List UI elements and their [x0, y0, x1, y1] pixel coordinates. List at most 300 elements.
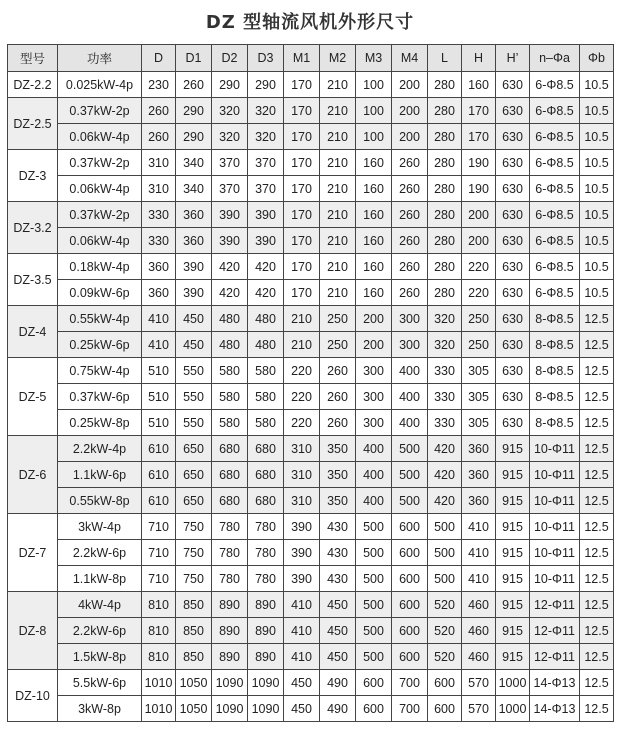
value-cell: 210 [320, 98, 356, 124]
value-cell: 160 [462, 72, 496, 98]
value-cell: 490 [320, 696, 356, 722]
value-cell: 520 [428, 644, 462, 670]
value-cell: 330 [142, 228, 176, 254]
value-cell: 500 [428, 514, 462, 540]
power-cell: 3kW-4p [58, 514, 142, 540]
value-cell: 600 [392, 540, 428, 566]
value-cell: 1090 [248, 670, 284, 696]
value-cell: 290 [176, 98, 212, 124]
value-cell: 330 [142, 202, 176, 228]
value-cell: 12.5 [580, 540, 614, 566]
value-cell: 260 [392, 150, 428, 176]
value-cell: 210 [320, 280, 356, 306]
power-cell: 5.5kW-6p [58, 670, 142, 696]
power-cell: 0.37kW-6p [58, 384, 142, 410]
table-row [8, 540, 614, 566]
value-cell: 680 [248, 462, 284, 488]
table-row [8, 176, 614, 202]
table-row [8, 358, 614, 384]
value-cell: 850 [176, 644, 212, 670]
value-cell: 340 [176, 150, 212, 176]
model-cell: DZ-2.2 [8, 72, 58, 98]
value-cell: 890 [248, 644, 284, 670]
value-cell: 390 [284, 540, 320, 566]
value-cell: 10.5 [580, 176, 614, 202]
value-cell: 630 [496, 358, 530, 384]
power-cell: 0.25kW-8p [58, 410, 142, 436]
model-cell: DZ-5 [8, 358, 58, 436]
value-cell: 170 [284, 98, 320, 124]
value-cell: 810 [142, 592, 176, 618]
value-cell: 450 [176, 332, 212, 358]
value-cell: 630 [496, 150, 530, 176]
value-cell: 520 [428, 618, 462, 644]
power-cell: 0.37kW-2p [58, 202, 142, 228]
table-row [8, 462, 614, 488]
value-cell: 12-Φ11 [530, 644, 580, 670]
header-cell: Φb [580, 45, 614, 72]
value-cell: 200 [356, 306, 392, 332]
value-cell: 600 [356, 696, 392, 722]
value-cell: 500 [392, 488, 428, 514]
value-cell: 915 [496, 488, 530, 514]
value-cell: 430 [320, 540, 356, 566]
header-cell: n–Φa [530, 45, 580, 72]
value-cell: 210 [320, 150, 356, 176]
value-cell: 210 [284, 306, 320, 332]
value-cell: 420 [428, 462, 462, 488]
value-cell: 370 [248, 150, 284, 176]
value-cell: 360 [176, 202, 212, 228]
value-cell: 330 [428, 384, 462, 410]
value-cell: 1000 [496, 670, 530, 696]
value-cell: 10-Φ11 [530, 488, 580, 514]
value-cell: 310 [142, 150, 176, 176]
value-cell: 460 [462, 644, 496, 670]
power-cell: 0.09kW-6p [58, 280, 142, 306]
value-cell: 410 [284, 592, 320, 618]
value-cell: 330 [428, 358, 462, 384]
table-row [8, 384, 614, 410]
power-cell: 0.37kW-2p [58, 150, 142, 176]
value-cell: 8-Φ8.5 [530, 332, 580, 358]
model-cell: DZ-6 [8, 436, 58, 514]
value-cell: 710 [142, 514, 176, 540]
value-cell: 480 [212, 332, 248, 358]
table-row [8, 202, 614, 228]
value-cell: 420 [212, 254, 248, 280]
value-cell: 300 [356, 358, 392, 384]
value-cell: 300 [356, 410, 392, 436]
value-cell: 410 [462, 540, 496, 566]
table-row [8, 618, 614, 644]
value-cell: 12.5 [580, 306, 614, 332]
power-cell: 0.55kW-4p [58, 306, 142, 332]
value-cell: 400 [392, 384, 428, 410]
value-cell: 390 [212, 202, 248, 228]
value-cell: 400 [356, 462, 392, 488]
header-cell: H’ [496, 45, 530, 72]
page-title: DZ 型轴流风机外形尺寸 [205, 12, 415, 33]
header-cell: H [462, 45, 496, 72]
value-cell: 390 [176, 254, 212, 280]
value-cell: 400 [392, 358, 428, 384]
value-cell: 630 [496, 410, 530, 436]
value-cell: 340 [176, 176, 212, 202]
power-cell: 0.25kW-6p [58, 332, 142, 358]
table-row [8, 228, 614, 254]
value-cell: 1000 [496, 696, 530, 722]
value-cell: 330 [428, 410, 462, 436]
value-cell: 250 [462, 332, 496, 358]
dimension-table [7, 44, 614, 722]
value-cell: 390 [212, 228, 248, 254]
value-cell: 280 [428, 228, 462, 254]
value-cell: 305 [462, 358, 496, 384]
value-cell: 630 [496, 384, 530, 410]
value-cell: 200 [462, 202, 496, 228]
value-cell: 580 [212, 358, 248, 384]
value-cell: 12.5 [580, 488, 614, 514]
value-cell: 650 [176, 436, 212, 462]
value-cell: 460 [462, 592, 496, 618]
value-cell: 600 [356, 670, 392, 696]
value-cell: 12.5 [580, 410, 614, 436]
value-cell: 580 [248, 384, 284, 410]
value-cell: 260 [392, 176, 428, 202]
value-cell: 14-Φ13 [530, 696, 580, 722]
value-cell: 400 [356, 436, 392, 462]
value-cell: 310 [284, 488, 320, 514]
value-cell: 10.5 [580, 98, 614, 124]
table-row [8, 488, 614, 514]
header-cell: M2 [320, 45, 356, 72]
value-cell: 160 [356, 228, 392, 254]
value-cell: 12.5 [580, 514, 614, 540]
value-cell: 430 [320, 514, 356, 540]
value-cell: 12.5 [580, 644, 614, 670]
value-cell: 280 [428, 72, 462, 98]
header-cell: 型号 [8, 45, 58, 72]
table-row [8, 280, 614, 306]
value-cell: 1050 [176, 696, 212, 722]
value-cell: 915 [496, 618, 530, 644]
value-cell: 450 [176, 306, 212, 332]
value-cell: 390 [248, 228, 284, 254]
value-cell: 630 [496, 280, 530, 306]
value-cell: 780 [212, 566, 248, 592]
value-cell: 410 [284, 644, 320, 670]
value-cell: 250 [462, 306, 496, 332]
model-cell: DZ-3.5 [8, 254, 58, 306]
value-cell: 280 [428, 124, 462, 150]
value-cell: 850 [176, 592, 212, 618]
value-cell: 170 [284, 72, 320, 98]
value-cell: 390 [248, 202, 284, 228]
value-cell: 550 [176, 358, 212, 384]
value-cell: 260 [392, 202, 428, 228]
value-cell: 750 [176, 514, 212, 540]
power-cell: 0.06kW-4p [58, 228, 142, 254]
value-cell: 6-Φ8.5 [530, 98, 580, 124]
value-cell: 450 [284, 696, 320, 722]
value-cell: 350 [320, 488, 356, 514]
value-cell: 170 [284, 150, 320, 176]
value-cell: 600 [428, 670, 462, 696]
value-cell: 12.5 [580, 462, 614, 488]
value-cell: 600 [392, 592, 428, 618]
value-cell: 630 [496, 202, 530, 228]
value-cell: 890 [248, 592, 284, 618]
value-cell: 410 [284, 618, 320, 644]
value-cell: 630 [496, 332, 530, 358]
value-cell: 170 [462, 124, 496, 150]
value-cell: 100 [356, 98, 392, 124]
value-cell: 260 [320, 358, 356, 384]
value-cell: 6-Φ8.5 [530, 228, 580, 254]
value-cell: 500 [392, 462, 428, 488]
value-cell: 630 [496, 228, 530, 254]
value-cell: 370 [212, 176, 248, 202]
value-cell: 490 [320, 670, 356, 696]
value-cell: 630 [496, 176, 530, 202]
value-cell: 170 [284, 124, 320, 150]
value-cell: 220 [284, 410, 320, 436]
value-cell: 12.5 [580, 566, 614, 592]
value-cell: 12.5 [580, 670, 614, 696]
value-cell: 410 [142, 332, 176, 358]
value-cell: 750 [176, 566, 212, 592]
value-cell: 610 [142, 436, 176, 462]
model-cell: DZ-3 [8, 150, 58, 202]
value-cell: 500 [392, 436, 428, 462]
value-cell: 170 [284, 254, 320, 280]
value-cell: 410 [142, 306, 176, 332]
value-cell: 1090 [212, 670, 248, 696]
value-cell: 750 [176, 540, 212, 566]
power-cell: 0.55kW-8p [58, 488, 142, 514]
value-cell: 210 [320, 72, 356, 98]
table-row [8, 72, 614, 98]
value-cell: 6-Φ8.5 [530, 124, 580, 150]
value-cell: 310 [142, 176, 176, 202]
value-cell: 420 [428, 436, 462, 462]
value-cell: 12.5 [580, 696, 614, 722]
value-cell: 8-Φ8.5 [530, 306, 580, 332]
value-cell: 500 [356, 592, 392, 618]
value-cell: 320 [248, 124, 284, 150]
header-cell: D1 [176, 45, 212, 72]
value-cell: 6-Φ8.5 [530, 254, 580, 280]
value-cell: 170 [462, 98, 496, 124]
value-cell: 220 [284, 358, 320, 384]
value-cell: 580 [212, 384, 248, 410]
value-cell: 170 [284, 280, 320, 306]
value-cell: 160 [356, 176, 392, 202]
value-cell: 450 [320, 644, 356, 670]
value-cell: 600 [392, 644, 428, 670]
value-cell: 500 [356, 540, 392, 566]
power-cell: 3kW-8p [58, 696, 142, 722]
value-cell: 630 [496, 72, 530, 98]
table-row [8, 670, 614, 696]
value-cell: 210 [320, 202, 356, 228]
value-cell: 810 [142, 618, 176, 644]
value-cell: 290 [176, 124, 212, 150]
model-cell: DZ-4 [8, 306, 58, 358]
value-cell: 260 [176, 72, 212, 98]
value-cell: 210 [320, 254, 356, 280]
value-cell: 250 [320, 332, 356, 358]
value-cell: 320 [428, 306, 462, 332]
value-cell: 700 [392, 696, 428, 722]
value-cell: 420 [212, 280, 248, 306]
value-cell: 915 [496, 644, 530, 670]
value-cell: 360 [142, 254, 176, 280]
table-row [8, 566, 614, 592]
value-cell: 6-Φ8.5 [530, 202, 580, 228]
value-cell: 260 [320, 410, 356, 436]
value-cell: 580 [212, 410, 248, 436]
value-cell: 260 [392, 228, 428, 254]
value-cell: 680 [248, 488, 284, 514]
value-cell: 520 [428, 592, 462, 618]
value-cell: 500 [356, 566, 392, 592]
header-cell: L [428, 45, 462, 72]
table-row [8, 696, 614, 722]
model-cell: DZ-2.5 [8, 98, 58, 150]
value-cell: 10-Φ11 [530, 436, 580, 462]
value-cell: 12.5 [580, 618, 614, 644]
value-cell: 550 [176, 410, 212, 436]
value-cell: 500 [428, 566, 462, 592]
value-cell: 400 [392, 410, 428, 436]
power-cell: 0.75kW-4p [58, 358, 142, 384]
value-cell: 10.5 [580, 124, 614, 150]
value-cell: 200 [462, 228, 496, 254]
value-cell: 500 [356, 644, 392, 670]
header-cell: M4 [392, 45, 428, 72]
value-cell: 1050 [176, 670, 212, 696]
header-cell: D [142, 45, 176, 72]
table-row [8, 410, 614, 436]
value-cell: 600 [392, 618, 428, 644]
value-cell: 680 [212, 462, 248, 488]
value-cell: 570 [462, 696, 496, 722]
value-cell: 680 [248, 436, 284, 462]
value-cell: 630 [496, 124, 530, 150]
power-cell: 2.2kW-6p [58, 540, 142, 566]
power-cell: 0.18kW-4p [58, 254, 142, 280]
value-cell: 310 [284, 462, 320, 488]
table-row [8, 306, 614, 332]
value-cell: 450 [284, 670, 320, 696]
header-row [8, 45, 614, 72]
value-cell: 600 [428, 696, 462, 722]
value-cell: 260 [142, 98, 176, 124]
value-cell: 210 [320, 176, 356, 202]
value-cell: 480 [212, 306, 248, 332]
value-cell: 610 [142, 488, 176, 514]
header-cell: D3 [248, 45, 284, 72]
value-cell: 650 [176, 462, 212, 488]
value-cell: 190 [462, 176, 496, 202]
value-cell: 8-Φ8.5 [530, 358, 580, 384]
value-cell: 12.5 [580, 332, 614, 358]
value-cell: 370 [212, 150, 248, 176]
value-cell: 1010 [142, 670, 176, 696]
value-cell: 6-Φ8.5 [530, 72, 580, 98]
value-cell: 360 [176, 228, 212, 254]
value-cell: 410 [462, 566, 496, 592]
value-cell: 12.5 [580, 436, 614, 462]
value-cell: 280 [428, 176, 462, 202]
value-cell: 200 [392, 72, 428, 98]
header-cell: D2 [212, 45, 248, 72]
value-cell: 510 [142, 358, 176, 384]
value-cell: 550 [176, 384, 212, 410]
power-cell: 1.1kW-8p [58, 566, 142, 592]
value-cell: 510 [142, 410, 176, 436]
value-cell: 610 [142, 462, 176, 488]
table-row [8, 254, 614, 280]
value-cell: 630 [496, 306, 530, 332]
header-cell: M1 [284, 45, 320, 72]
value-cell: 280 [428, 254, 462, 280]
model-cell: DZ-8 [8, 592, 58, 670]
table-row [8, 644, 614, 670]
value-cell: 12.5 [580, 358, 614, 384]
value-cell: 480 [248, 332, 284, 358]
value-cell: 300 [392, 332, 428, 358]
value-cell: 350 [320, 462, 356, 488]
value-cell: 300 [392, 306, 428, 332]
value-cell: 280 [428, 98, 462, 124]
value-cell: 260 [392, 254, 428, 280]
value-cell: 780 [212, 540, 248, 566]
value-cell: 220 [462, 254, 496, 280]
value-cell: 450 [320, 592, 356, 618]
value-cell: 12-Φ11 [530, 618, 580, 644]
value-cell: 1090 [248, 696, 284, 722]
value-cell: 6-Φ8.5 [530, 280, 580, 306]
value-cell: 480 [248, 306, 284, 332]
value-cell: 390 [284, 566, 320, 592]
value-cell: 10.5 [580, 150, 614, 176]
table-body [8, 72, 614, 722]
table-row [8, 592, 614, 618]
value-cell: 10.5 [580, 254, 614, 280]
model-cell: DZ-7 [8, 514, 58, 592]
value-cell: 100 [356, 72, 392, 98]
value-cell: 10-Φ11 [530, 566, 580, 592]
value-cell: 630 [496, 98, 530, 124]
value-cell: 290 [248, 72, 284, 98]
value-cell: 210 [284, 332, 320, 358]
value-cell: 160 [356, 202, 392, 228]
power-cell: 1.1kW-6p [58, 462, 142, 488]
value-cell: 780 [212, 514, 248, 540]
value-cell: 280 [428, 150, 462, 176]
value-cell: 230 [142, 72, 176, 98]
value-cell: 600 [392, 514, 428, 540]
value-cell: 710 [142, 540, 176, 566]
value-cell: 250 [320, 306, 356, 332]
value-cell: 390 [284, 514, 320, 540]
value-cell: 12.5 [580, 384, 614, 410]
value-cell: 450 [320, 618, 356, 644]
value-cell: 890 [212, 644, 248, 670]
